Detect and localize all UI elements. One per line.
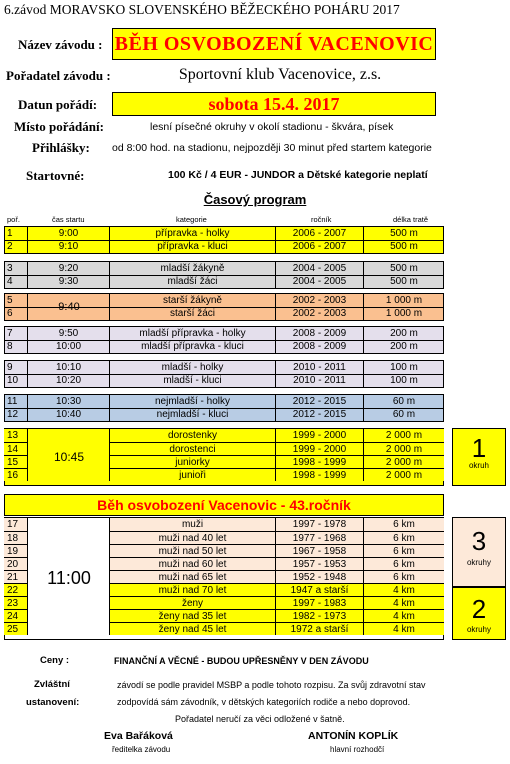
cell-d: 500 m [390, 228, 418, 239]
cell-n: 23 [4, 596, 28, 609]
cell-r: 2012 - 2015 [276, 409, 364, 421]
cell-r: 2010 - 2011 [276, 361, 364, 374]
juniors-start-time: 10:45 [53, 450, 85, 464]
cell-d: 60 m [392, 409, 416, 420]
cell-d: 100 m [390, 375, 418, 386]
cell-d: 500 m [390, 241, 418, 252]
cell-k: přípravka - kluci [110, 241, 276, 253]
cell-d: 4 km [364, 609, 444, 622]
cell-k: mladší - holky [110, 361, 276, 374]
cell-k: dorostenky [110, 429, 276, 442]
cell-n: 24 [4, 609, 28, 622]
main-start-time: 11:00 [47, 568, 91, 588]
cell-n: 8 [4, 341, 28, 353]
program-group-rows [4, 227, 444, 253]
cell-n: 4 [4, 276, 28, 288]
cell-k: mladší žáci [110, 276, 276, 288]
referee-role: hlavní rozhodčí [330, 745, 385, 754]
table-row [4, 374, 444, 387]
cell-n: 14 [4, 442, 28, 455]
cell-d: 500 m [390, 263, 418, 274]
special-line-2: zodpovídá sám závodník, v dětských kategoriích rodiče a nebo doprovod. [117, 697, 411, 707]
director-name: Eva Bařáková [104, 730, 173, 742]
cell-r: 1947 a starší [276, 583, 364, 596]
cell-d: 200 m [390, 328, 418, 339]
table-row [4, 240, 444, 253]
cell-r: 2012 - 2015 [276, 395, 364, 408]
cell-k: juniorky [110, 455, 276, 468]
cell-n: 25 [4, 622, 28, 635]
cell-t: 9:50 [28, 327, 110, 340]
cell-n: 1 [4, 227, 28, 240]
cell-d: 2 000 m [364, 429, 444, 442]
cell-r: 2008 - 2009 [276, 327, 364, 340]
men-laps-label: okruhy [466, 558, 491, 567]
cell-r: 2004 - 2005 [276, 276, 364, 288]
table-row [4, 262, 444, 275]
venue: lesní písečné okruhy v okolí stadionu - škvára, písek [150, 121, 394, 133]
cell-k: ženy [110, 596, 276, 609]
race-date: sobota 15.4. 2017 [112, 92, 436, 116]
cell-d: 4 km [364, 622, 444, 635]
cell-n: 21 [4, 570, 28, 583]
special-line-1: závodí se podle pravidel MSBP a podle tohoto rozpisu. Za svůj zdravotní stav [117, 680, 426, 690]
cell-t: 9:10 [28, 241, 110, 253]
table-row [4, 340, 444, 353]
cell-k: ženy nad 45 let [110, 622, 276, 635]
cell-d: 500 m [390, 276, 418, 287]
cell-r: 1982 - 1973 [276, 609, 364, 622]
cell-n: 18 [4, 531, 28, 544]
cell-k: muži nad 50 let [110, 544, 276, 557]
juniors-laps-box [452, 428, 506, 486]
cell-r: 1972 a starší [276, 622, 364, 635]
col-category: kategorie [176, 215, 207, 224]
cell-t: 9:30 [28, 276, 110, 288]
competition-title: 6.závod MORAVSKO SLOVENSKÉHO BĚŽECKÉHO POHÁRU 2017 [4, 2, 400, 17]
cell-k: mladší - kluci [110, 375, 276, 387]
cell-r: 1977 - 1968 [276, 531, 364, 544]
cell-d: 6 km [364, 518, 444, 531]
cell-k: junioři [110, 468, 276, 481]
col-order: poř. [7, 215, 20, 224]
cell-r: 2006 - 2007 [276, 227, 364, 240]
table-row [4, 327, 444, 340]
venue-label: Místo pořádání: [14, 119, 104, 134]
referee-name: ANTONÍN KOPLÍK [308, 730, 399, 742]
cell-n: 11 [4, 395, 28, 408]
organizer-label: Pořadatel závodu : [6, 68, 111, 83]
cell-r: 2006 - 2007 [276, 241, 364, 253]
cell-k: mladší přípravka - kluci [110, 341, 276, 353]
cell-r: 2002 - 2003 [276, 294, 364, 307]
cell-k: muži nad 70 let [110, 583, 276, 596]
cell-t: 10:30 [28, 395, 110, 408]
cell-n: 6 [4, 308, 28, 320]
cell-k: nejmladší - kluci [110, 409, 276, 421]
cell-r: 1997 - 1983 [276, 596, 364, 609]
cell-r: 1997 - 1978 [276, 518, 364, 531]
cell-k: dorostenci [110, 442, 276, 455]
prizes: FINANČNÍ A VĚCNÉ - BUDOU UPŘESNĚNY V DEN ZÁVODU [114, 656, 369, 666]
cell-k: muži nad 65 let [110, 570, 276, 583]
col-year: ročník [311, 215, 332, 224]
cell-t: 9:00 [28, 227, 110, 240]
cell-t: 10:00 [28, 341, 110, 353]
prizes-label: Ceny : [40, 655, 70, 666]
cell-r: 1998 - 1999 [276, 468, 364, 481]
cell-r: 2002 - 2003 [276, 308, 364, 320]
program-group-rows [4, 262, 444, 288]
cell-k: mladší žákyně [110, 262, 276, 275]
program-group-rows [4, 327, 444, 353]
cell-d: 2 000 m [364, 455, 444, 468]
cell-k: starší žákyně [110, 294, 276, 307]
organizer: Sportovní klub Vacenovice, z.s. [178, 66, 382, 83]
cell-d: 1 000 m [385, 295, 423, 306]
table-row [4, 227, 444, 240]
cell-r: 2004 - 2005 [276, 262, 364, 275]
cell-n: 22 [4, 583, 28, 596]
cell-n: 10 [4, 375, 28, 387]
special-label-1: Zvláštní [34, 679, 70, 690]
cell-n: 7 [4, 327, 28, 340]
program-group-rows [4, 361, 444, 387]
cell-r: 1998 - 1999 [276, 455, 364, 468]
col-distance: délka tratě [393, 215, 429, 224]
race-name-label: Název závodu : [18, 37, 103, 52]
cell-d: 2 000 m [364, 468, 444, 481]
juniors-laps: 1 [471, 433, 487, 463]
cell-d: 6 km [364, 557, 444, 570]
cell-r: 2008 - 2009 [276, 341, 364, 353]
cell-r: 2010 - 2011 [276, 375, 364, 387]
cell-k: muži [110, 518, 276, 531]
men-laps-box [452, 517, 506, 587]
table-row [4, 395, 444, 408]
cell-n: 17 [4, 518, 28, 531]
cell-n: 2 [4, 241, 28, 253]
cell-k: ženy nad 35 let [110, 609, 276, 622]
special-label-2: ustanovení: [26, 697, 80, 708]
cell-n: 5 [4, 294, 28, 307]
cell-r: 1957 - 1953 [276, 557, 364, 570]
cell-t: 9:20 [28, 262, 110, 275]
cell-d: 100 m [390, 362, 418, 373]
cell-k: muži nad 40 let [110, 531, 276, 544]
women-laps-box [452, 587, 506, 640]
cell-n: 15 [4, 455, 28, 468]
cell-d: 6 km [364, 531, 444, 544]
cell-n: 13 [4, 429, 28, 442]
table-row [4, 408, 444, 421]
registration: od 8:00 hod. na stadionu, nejpozději 30 minut před startem kategorie [112, 142, 432, 154]
women-laps: 2 [471, 594, 487, 624]
table-row [4, 275, 444, 288]
main-race-title: Běh osvobození Vacenovic - 43.ročník [4, 494, 444, 516]
cell-d: 1 000 m [385, 308, 423, 319]
cell-n: 16 [4, 468, 28, 481]
table-row [4, 361, 444, 374]
cell-r: 1999 - 2000 [276, 429, 364, 442]
cell-n: 20 [4, 557, 28, 570]
cell-d: 60 m [392, 396, 416, 407]
program-group-rows [4, 395, 444, 421]
program-title: Časový program [203, 192, 307, 207]
director-role: ředitelka závodu [112, 745, 171, 754]
cell-k: přípravka - holky [110, 227, 276, 240]
cell-r: 1967 - 1958 [276, 544, 364, 557]
cell-k: muži nad 60 let [110, 557, 276, 570]
juniors-laps-label: okruh [468, 461, 489, 470]
cell-t: 10:10 [28, 361, 110, 374]
cell-k: mladší přípravka - holky [110, 327, 276, 340]
cell-d: 4 km [364, 583, 444, 596]
cell-d: 6 km [364, 570, 444, 583]
cell-r: 1952 - 1948 [276, 570, 364, 583]
cell-d: 4 km [364, 596, 444, 609]
race-name: BĚH OSVOBOZENÍ VACENOVIC [112, 28, 436, 60]
registration-label: Přihlášky: [32, 140, 90, 155]
cell-n: 19 [4, 544, 28, 557]
cell-k: starší žáci [110, 308, 276, 320]
women-laps-label: okruhy [466, 625, 491, 634]
men-laps: 3 [471, 526, 487, 556]
fee: 100 Kč / 4 EUR - JUNDOR a Dětské kategorie neplatí [168, 169, 428, 181]
cell-k: nejmladší - holky [110, 395, 276, 408]
cell-t: 10:20 [28, 375, 110, 387]
cell-d: 200 m [390, 341, 418, 352]
cell-d: 6 km [364, 544, 444, 557]
cell-n: 9 [4, 361, 28, 374]
cell-d: 2 000 m [364, 442, 444, 455]
date-label: Datun pořádí: [18, 97, 98, 112]
cell-r: 1999 - 2000 [276, 442, 364, 455]
cell-n: 3 [4, 262, 28, 275]
merged-start-time: 9:40 [58, 301, 80, 313]
col-start-time: čas startu [52, 215, 85, 224]
fee-label: Startovné: [26, 168, 85, 183]
cell-t: 10:40 [28, 409, 110, 421]
special-line-3: Pořadatel neručí za věci odložené v šatně. [175, 714, 345, 724]
cell-n: 12 [4, 409, 28, 421]
